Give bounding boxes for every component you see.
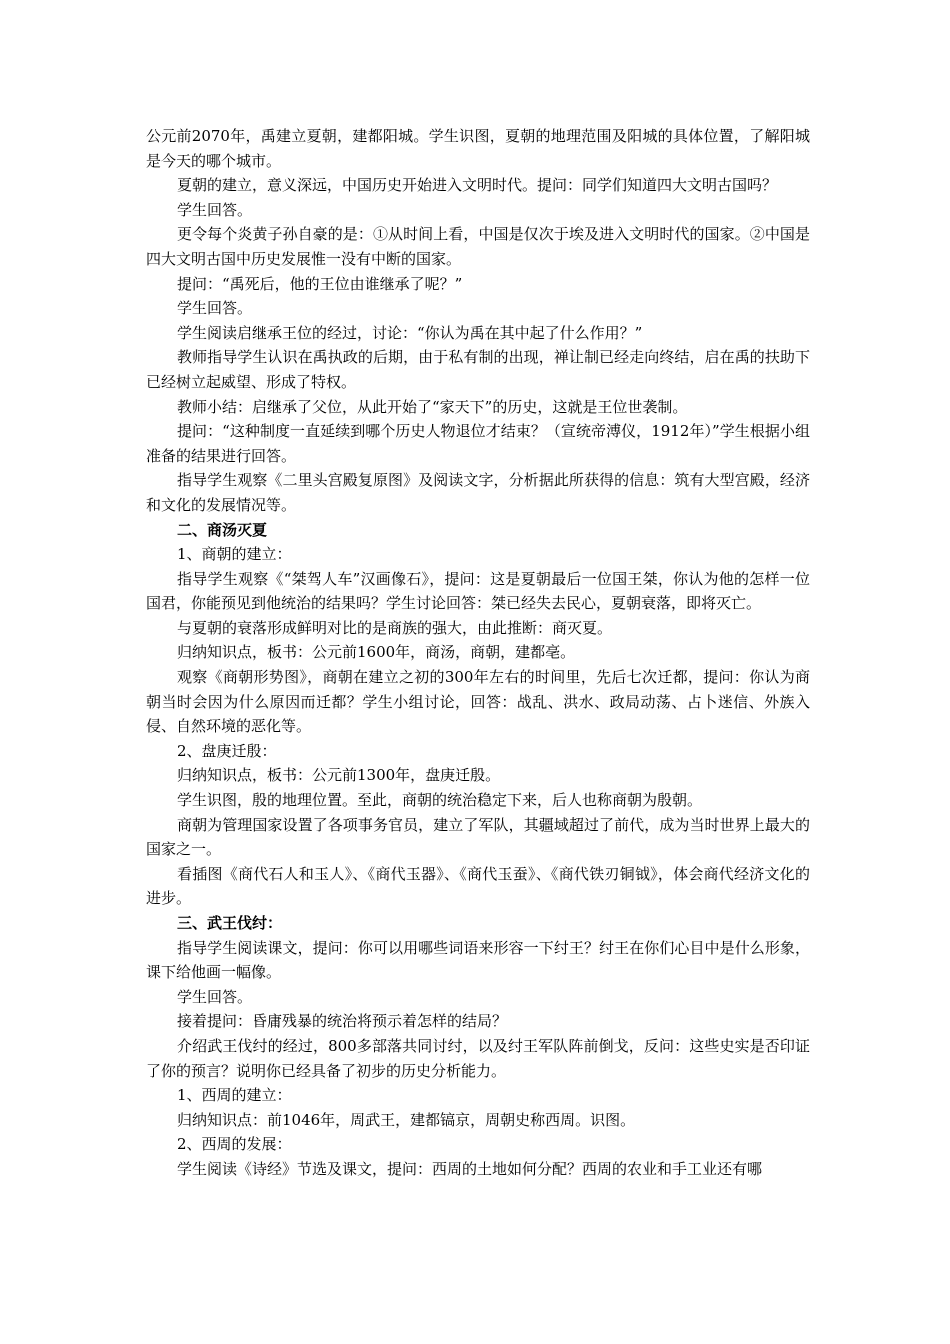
paragraph: 归纳知识点，板书：公元前1300年，盘庚迁殷。 bbox=[177, 766, 501, 785]
paragraph: 接着提问：昏庸残暴的统治将预示着怎样的结局？ bbox=[177, 1012, 508, 1031]
paragraph: 与夏朝的衰落形成鲜明对比的是商族的强大，由此推断：商灭夏。 bbox=[177, 618, 613, 637]
paragraph: 指导学生观察《“桀驾人车”汉画像石》，提问：这是夏朝最后一位国王桀，你认为他的怎样一位国君，你能预见到他统治的结果吗？学生讨论回答：桀已经失去民心，夏朝衰落，即将灭亡。 bbox=[146, 569, 810, 613]
paragraph: 学生识图，殷的地理位置。至此，商朝的统治稳定下来，后人也称商朝为殷朝。 bbox=[177, 791, 703, 810]
paragraph: 指导学生观察《二里头宫殿复原图》及阅读文字，分析据此所获得的信息：筑有大型宫殿，经济和文化的发展情况等。 bbox=[146, 471, 810, 514]
paragraph: 学生回答。 bbox=[177, 299, 253, 318]
paragraph: 商朝为管理国家设置了各项事务官员，建立了军队，其疆域超过了前代，成为当时世界上最大的国家之一。 bbox=[146, 815, 810, 859]
subheading: 1、商朝的建立： bbox=[177, 545, 292, 564]
paragraph: 提问：“这种制度一直延续到哪个历史人物退位才结束？（宣统帝溥仪，1912年）”学生根据小组准备的结果进行回答。 bbox=[146, 422, 810, 465]
paragraph: 看插图《商代石人和玉人》、《商代玉器》、《商代玉蚕》、《商代铁刃铜钺》，体会商代经济文化的进步。 bbox=[146, 864, 810, 908]
paragraph: 学生回答。 bbox=[177, 200, 253, 219]
paragraph: 夏朝的建立，意义深远，中国历史开始进入文明时代。提问：同学们知道四大文明古国吗？ bbox=[177, 176, 778, 195]
paragraph: 提问：“禹死后，他的王位由谁继承了呢？” bbox=[177, 274, 463, 293]
section-heading: 三、武王伐纣： bbox=[177, 914, 283, 932]
paragraph: 教师小结：启继承了父位，从此开始了“家天下”的历史，这就是王位世袭制。 bbox=[177, 397, 688, 416]
paragraph: 学生回答。 bbox=[177, 987, 253, 1006]
paragraph: 归纳知识点：前1046年，周武王，建都镐京，周朝史称西周。识图。 bbox=[177, 1110, 636, 1129]
paragraph: 归纳知识点，板书：公元前1600年，商汤，商朝，建都亳。 bbox=[177, 643, 576, 662]
subheading: 2、西周的发展： bbox=[177, 1135, 292, 1154]
paragraph: 公元前2070年，禹建立夏朝，建都阳城。学生识图，夏朝的地理范围及阳城的具体位置，了解阳城是今天的哪个城市。 bbox=[146, 127, 810, 170]
paragraph: 学生阅读启继承王位的经过，讨论：“你认为禹在其中起了什么作用？” bbox=[177, 323, 643, 342]
subheading: 1、西周的建立： bbox=[177, 1086, 292, 1105]
paragraph: 介绍武王伐纣的经过，800多部落共同讨纣，以及纣王军队阵前倒戈，反问：这些史实是否印证了你的预言？说明你已经具备了初步的历史分析能力。 bbox=[146, 1036, 810, 1080]
paragraph: 指导学生阅读课文，提问：你可以用哪些词语来形容一下纣王？纣王在你们心目中是什么形象，课下给他画一幅像。 bbox=[146, 938, 810, 982]
paragraph: 教师指导学生认识在禹执政的后期，由于私有制的出现，禅让制已经走向终结，启在禹的扶助下已经树立起威望、形成了特权。 bbox=[146, 348, 810, 391]
document-body bbox=[146, 124, 810, 1182]
subheading: 2、盘庚迁殷： bbox=[177, 741, 277, 760]
paragraph: 更令每个炎黄子孙自豪的是：①从时间上看，中国是仅次于埃及进入文明时代的国家。②中国是四大文明古国中历史发展惟一没有中断的国家。 bbox=[146, 225, 810, 268]
section-heading: 二、商汤灭夏 bbox=[177, 520, 268, 539]
paragraph: 观察《商朝形势图》，商朝在建立之初的300年左右的时间里，先后七次迁都，提问：你认为商朝当时会因为什么原因而迁都？学生小组讨论，回答：战乱、洪水、政局动荡、占卜迷信、外族入侵、自然环境的恶化等。 bbox=[146, 668, 810, 736]
paragraph: 学生阅读《诗经》节选及课文，提问：西周的土地如何分配？西周的农业和手工业还有哪 bbox=[177, 1159, 763, 1178]
